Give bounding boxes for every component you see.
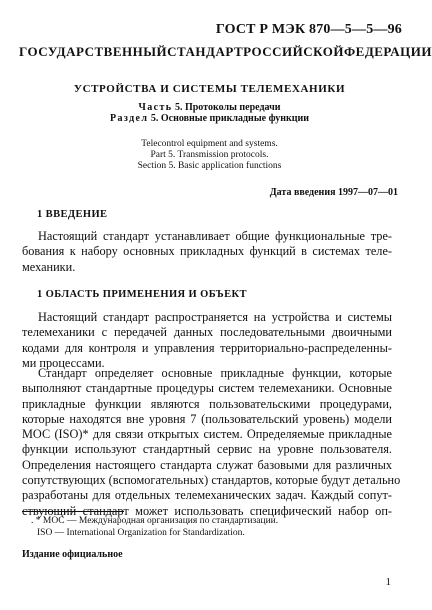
edition-label: Издание официальное (22, 549, 123, 560)
scope-paragraph-2 (22, 366, 401, 519)
introduction-date: Дата введения 1997—07—01 (269, 187, 398, 198)
text-line: ствующий стандарт может использовать специфический набор оп- (22, 503, 392, 518)
text-line: которые находятся вне уровня 7 (пользовательский уровень) модели (22, 411, 392, 426)
banner-word: СТАНДАРТ (167, 44, 244, 59)
text-line: телемеханики с передачей данных последовательными двоичными (22, 325, 392, 340)
document-title: УСТРОЙСТВА И СИСТЕМЫ ТЕЛЕМЕХАНИКИ (73, 83, 346, 95)
text-line: Определения настоящего стандарта служат базовыми для различных (22, 457, 392, 472)
part-title (0, 102, 419, 113)
footnote-line: . * МОС — Международная организация по стандартизации. (31, 516, 279, 526)
footnote-line: ISO — International Organization for Standardization. (37, 528, 245, 538)
section-rest: 5. Основные прикладные функции (150, 113, 310, 124)
text-line: Настоящий стандарт устанавливает общие функциональные тре- (38, 229, 392, 243)
banner-word: ФЕДЕРАЦИИ (343, 44, 432, 59)
part-word: Часть (138, 102, 173, 113)
text-line: бования к набору основных прикладных функций в системах теле- (22, 244, 392, 259)
section-heading-introduction: 1 ВВЕДЕНИЕ (37, 209, 108, 220)
english-title-line: Telecontrol equipment and systems. (141, 139, 278, 149)
scope-paragraph-1 (22, 310, 392, 371)
text-line: функции используют стандартный сервис на уровне пользователя. (22, 442, 392, 457)
english-title-line: Part 5. Transmission protocols. (150, 150, 269, 160)
english-title-line: Section 5. Basic application functions (137, 161, 282, 171)
text-line: механики. (22, 259, 76, 274)
text-line: МОС (ISO)* для связи открытых систем. Определяемые прикладные (22, 427, 392, 442)
text-line: прикладные функции являются пользовательскими процедурами, (22, 396, 392, 411)
section-title (0, 113, 419, 124)
introduction-paragraph (22, 229, 392, 275)
section-word: Раздел (109, 113, 149, 124)
footnote-divider (22, 511, 124, 512)
text-line: Настоящий стандарт распространяется на устройства и системы (38, 310, 392, 324)
text-line: Стандарт определяет основные прикладные функции, которые (38, 366, 392, 380)
part-rest: 5. Протоколы передачи (174, 102, 281, 113)
section-heading-scope: 1 ОБЛАСТЬ ПРИМЕНЕНИЯ И ОБЪЕКТ (37, 289, 247, 300)
page-number: 1 (385, 576, 391, 588)
standard-code: ГОСТ Р МЭК 870—5—5—96 (215, 22, 402, 37)
text-line: разработаны для отдельных телемеханических задач. Каждый сопут- (22, 488, 392, 503)
text-line: ми процессами. (22, 355, 105, 370)
state-standard-banner (19, 44, 432, 60)
text-line: сопутствующих (вспомогательных) стандартов, которые будут детально (22, 473, 401, 488)
text-line: кодами для контроля и управления территориально-распределенны- (22, 340, 392, 355)
text-line: выполняют стандартные процедуры систем телемеханики. Основные (22, 381, 392, 396)
banner-word: ГОСУДАРСТВЕННЫЙ (19, 44, 168, 59)
banner-word: РОССИЙСКОЙ (243, 44, 344, 59)
